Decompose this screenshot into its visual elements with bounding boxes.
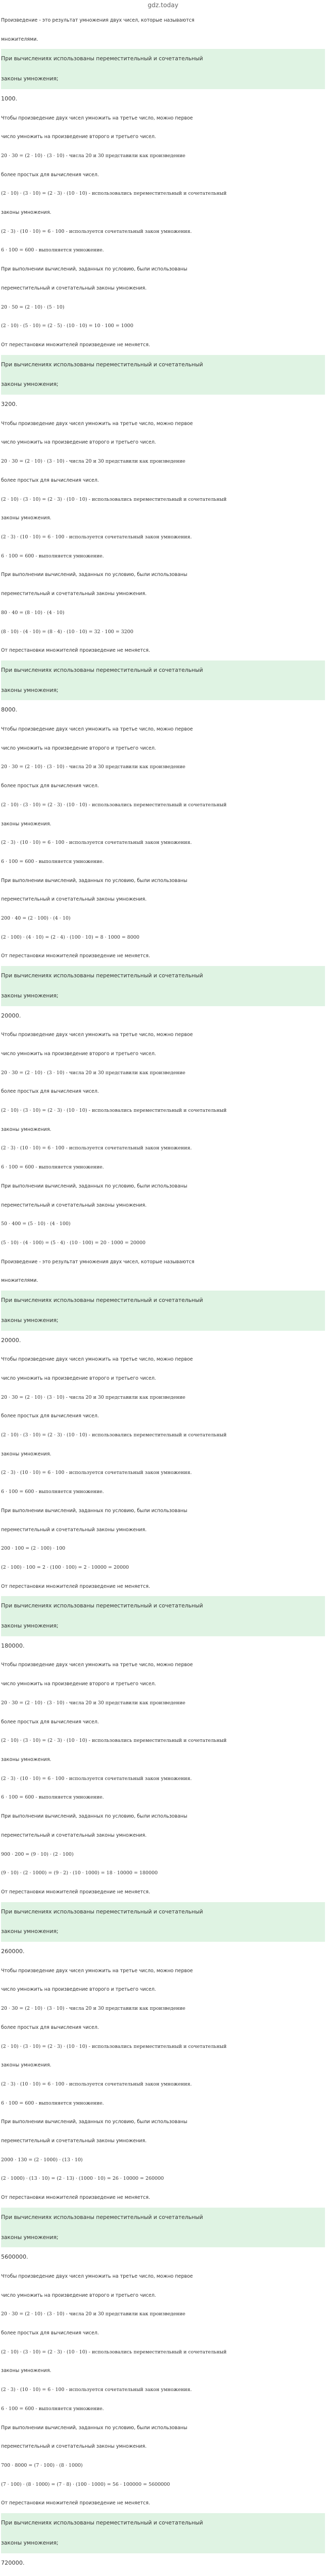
text-line: 50 · 400 = (5 · 10) · (4 · 100) (1, 1221, 71, 1227)
site-watermark[interactable]: gdz.today (148, 2, 178, 9)
text-line: законы умножения. (1, 1756, 52, 1762)
text-line: более простых для вычисления чисел. (1, 172, 99, 178)
text-line: При вычислениях использованы переместительный и сочетательный (1, 355, 325, 375)
text-line: (2 · 10) · (3 · 10) = (2 · 3) · (10 · 10) - использовались переместительный и сочетательный (1, 1432, 227, 1438)
text-line: При вычислениях использованы переместительный и сочетательный (1, 2208, 325, 2228)
text-line: При вычислениях использованы переместительный и сочетательный (1, 660, 325, 681)
text-line: При вычислениях использованы переместительный и сочетательный (1, 1902, 325, 1922)
text-line: 3200. (1, 401, 18, 408)
text-line: переместительный и сочетательный законы умножения. (1, 896, 147, 903)
text-line: 200 · 40 = (2 · 100) · (4 · 10) (1, 916, 71, 922)
text-line: Чтобы произведение двух чисел умножить на третье число, можно первое (1, 1968, 193, 1974)
text-line: Чтобы произведение двух чисел умножить на третье число, можно первое (1, 1357, 193, 1363)
text-line: Чтобы произведение двух чисел умножить на третье число, можно первое (1, 726, 193, 733)
text-line: число умножить на произведение второго и третьего чисел. (1, 134, 156, 140)
text-line: При выполнении вычислений, заданных по условию, были использованы (1, 2425, 188, 2431)
text-line: (2 · 3) · (10 · 10) = 6 · 100 - используется сочетательный закон умножения. (1, 534, 192, 540)
text-line: законы умножения. (1, 515, 52, 521)
text-line: более простых для вычисления чисел. (1, 783, 99, 789)
text-line: (2 · 3) · (10 · 10) = 6 · 100 - используется сочетательный закон умножения. (1, 1775, 192, 1782)
text-line: 6 · 100 = 600 - выполняется умножение. (1, 247, 104, 253)
text-line: 8000. (1, 706, 18, 714)
text-line: законы умножения. (1, 821, 52, 827)
text-line: Чтобы произведение двух чисел умножить на третье число, можно первое (1, 2273, 193, 2279)
text-line: (2 · 10) · (3 · 10) = (2 · 3) · (10 · 10) - использовались переместительный и сочетательный (1, 2043, 227, 2049)
text-line: 20 · 30 = (2 · 10) · (3 · 10) - числа 20 и 30 представили как произведение (1, 152, 186, 159)
text-line: законы умножения. (1, 210, 52, 216)
text-line: (2 · 100) · 100 = 2 · (100 · 100) = 2 · 10000 = 20000 (1, 1564, 129, 1570)
text-line: более простых для вычисления чисел. (1, 1413, 99, 1419)
text-line: 1000. (1, 95, 18, 102)
text-line: При выполнении вычислений, заданных по условию, были использованы (1, 877, 188, 884)
text-line: число умножить на произведение второго и третьего чисел. (1, 2292, 156, 2298)
text-line: 6 · 100 = 600 - выполняется умножение. (1, 2100, 104, 2106)
text-line: 20000. (1, 1336, 21, 1344)
text-line: число умножить на произведение второго и третьего чисел. (1, 439, 156, 446)
text-line: 6 · 100 = 600 - выполняется умножение. (1, 1489, 104, 1495)
text-line: При выполнении вычислений, заданных по условию, были использованы (1, 1814, 188, 1820)
text-line: (2 · 3) · (10 · 10) = 6 · 100 - используется сочетательный закон умножения. (1, 2081, 192, 2087)
text-line: 20 · 30 = (2 · 10) · (3 · 10) - числа 20 и 30 представили как произведение (1, 764, 186, 770)
text-line: законы умножения; (1, 986, 325, 1006)
text-line: (7 · 100) · (8 · 1000) = (7 · 8) · (100 · 1000) = 56 · 100000 = 5600000 (1, 2481, 170, 2487)
text-line: От перестановки множителей произведение не меняется. (1, 2500, 150, 2506)
text-line: От перестановки множителей произведение не меняется. (1, 648, 150, 654)
text-line: (2 · 100) · (4 · 10) = (2 · 4) · (100 · 10) = 8 · 1000 = 8000 (1, 934, 140, 940)
text-line: число умножить на произведение второго и третьего чисел. (1, 745, 156, 751)
text-line: 180000. (1, 1642, 25, 1649)
text-line: 20 · 30 = (2 · 10) · (3 · 10) - числа 20 и 30 представили как произведение (1, 459, 186, 465)
text-line: 2000 · 130 = (2 · 1000) · (13 · 10) (1, 2157, 83, 2163)
text-line: При вычислениях использованы переместительный и сочетательный (1, 49, 325, 69)
text-line: (2 · 10) · (3 · 10) = (2 · 3) · (10 · 10) - использовались переместительный и сочетательный (1, 802, 227, 808)
text-line: При вычислениях использованы переместительный и сочетательный (1, 966, 325, 986)
text-line: законы умножения. (1, 1451, 52, 1457)
text-line: Чтобы произведение двух чисел умножить на третье число, можно первое (1, 420, 193, 427)
text-line: (2 · 10) · (3 · 10) = (2 · 3) · (10 · 10) - использовались переместительный и сочетательный (1, 191, 227, 197)
text-line: законы умножения; (1, 1311, 325, 1331)
text-line: множителями. (1, 1278, 38, 1284)
text-line: более простых для вычисления чисел. (1, 2024, 99, 2030)
text-line: При выполнении вычислений, заданных по условию, были использованы (1, 1507, 188, 1514)
text-line: (2 · 10) · (3 · 10) = (2 · 3) · (10 · 10) - использовались переместительный и сочетательный (1, 1108, 227, 1114)
text-line: (2 · 1000) · (13 · 10) = (2 · 13) · (1000 · 10) = 26 · 10000 = 260000 (1, 2176, 164, 2182)
text-line: (2 · 10) · (3 · 10) = (2 · 3) · (10 · 10) - использовались переместительный и сочетательный (1, 496, 227, 502)
text-line: более простых для вычисления чисел. (1, 1719, 99, 1725)
text-line: законы умножения; (1, 1922, 325, 1942)
text-line: 6 · 100 = 600 - выполняется умножение. (1, 1794, 104, 1801)
text-line (1, 2573, 325, 2576)
text-line: При выполнении вычислений, заданных по условию, были использованы (1, 2119, 188, 2125)
text-line: При вычислениях использованы переместительный и сочетательный (1, 2513, 325, 2533)
text-line: законы умножения; (1, 1616, 325, 1636)
text-line: 20 · 30 = (2 · 10) · (3 · 10) - числа 20 и 30 представили как произведение (1, 1700, 186, 1706)
text-line: (8 · 10) · (4 · 10) = (8 · 4) · (10 · 10) = 32 · 100 = 3200 (1, 629, 134, 635)
text-line: При вычислениях использованы переместительный и сочетательный (1, 1596, 325, 1616)
text-line: 200 · 100 = (2 · 100) · 100 (1, 1546, 66, 1552)
text-line: 20 · 50 = (2 · 10) · (5 · 10) (1, 304, 64, 310)
text-line: 6 · 100 = 600 - выполняется умножение. (1, 553, 104, 559)
text-line: число умножить на произведение второго и третьего чисел. (1, 1050, 156, 1057)
text-line: Произведение - это результат умножения двух чисел, которые называются (1, 18, 194, 23)
text-line: От перестановки множителей произведение не меняется. (1, 2195, 150, 2201)
text-line: (9 · 10) · (2 · 1000) = (9 · 2) · (10 · 1000) = 18 · 10000 = 180000 (1, 1870, 158, 1876)
text-line: (2 · 3) · (10 · 10) = 6 · 100 - используется сочетательный закон умножения. (1, 1145, 192, 1151)
text-line: (2 · 3) · (10 · 10) = 6 · 100 - используется сочетательный закон умножения. (1, 228, 192, 234)
text-line: число умножить на произведение второго и третьего чисел. (1, 1987, 156, 1993)
text-line: (5 · 10) · (4 · 100) = (5 · 4) · (10 · 100) = 20 · 1000 = 20000 (1, 1240, 146, 1246)
text-line: законы умножения; (1, 2228, 325, 2248)
solution-text (0, 11, 326, 2576)
text-line: Чтобы произведение двух чисел умножить на третье число, можно первое (1, 115, 193, 121)
text-line: 80 · 40 = (8 · 10) · (4 · 10) (1, 609, 64, 616)
text-line: законы умножения; (1, 375, 325, 395)
text-line: От перестановки множителей произведение не меняется. (1, 1583, 150, 1589)
text-line: (2 · 10) · (5 · 10) = (2 · 5) · (10 · 10) = 10 · 100 = 1000 (1, 323, 134, 329)
text-line: переместительный и сочетательный законы умножения. (1, 2444, 147, 2450)
text-line: Чтобы произведение двух чисел умножить на третье число, можно первое (1, 1032, 193, 1038)
text-line: множителями. (1, 36, 38, 42)
text-line: переместительный и сочетательный законы умножения. (1, 591, 147, 597)
text-line: законы умножения. (1, 1126, 52, 1132)
text-line: переместительный и сочетательный законы умножения. (1, 2138, 147, 2144)
text-line: переместительный и сочетательный законы умножения. (1, 285, 147, 291)
text-line: (2 · 10) · (3 · 10) = (2 · 3) · (10 · 10) - использовались переместительный и сочетательный (1, 1738, 227, 1744)
text-line: более простых для вычисления чисел. (1, 2330, 99, 2336)
text-line: 20 · 30 = (2 · 10) · (3 · 10) - числа 20 и 30 представили как произведение (1, 1394, 186, 1400)
text-line: число умножить на произведение второго и третьего чисел. (1, 1375, 156, 1381)
text-line: законы умножения. (1, 2368, 52, 2374)
text-line: (2 · 3) · (10 · 10) = 6 · 100 - используется сочетательный закон умножения. (1, 1470, 192, 1476)
text-line: При выполнении вычислений, заданных по условию, были использованы (1, 266, 188, 273)
text-line: 700 · 8000 = (7 · 100) · (8 · 1000) (1, 2463, 83, 2468)
text-line: законы умножения; (1, 69, 325, 89)
text-line: 20 · 30 = (2 · 10) · (3 · 10) - числа 20 и 30 представили как произведение (1, 1070, 186, 1076)
text-line: число умножить на произведение второго и третьего чисел. (1, 1681, 156, 1687)
text-line: законы умножения; (1, 681, 325, 701)
text-line: 20 · 30 = (2 · 10) · (3 · 10) - числа 20 и 30 представили как произведение (1, 2006, 186, 2012)
text-line: 900 · 200 = (9 · 10) · (2 · 100) (1, 1851, 74, 1857)
text-line: 20 · 30 = (2 · 10) · (3 · 10) - числа 20 и 30 представили как произведение (1, 2311, 186, 2317)
text-line: законы умножения. (1, 2062, 52, 2069)
text-line: Чтобы произведение двух чисел умножить на третье число, можно первое (1, 1662, 193, 1668)
text-line: При выполнении вычислений, заданных по условию, были использованы (1, 1183, 188, 1189)
text-line: 6 · 100 = 600 - выполняется умножение. (1, 1164, 104, 1171)
text-line: законы умножения; (1, 2533, 325, 2553)
text-line: При вычислениях использованы переместительный и сочетательный (1, 1291, 325, 1311)
text-line: переместительный и сочетательный законы умножения. (1, 1832, 147, 1838)
text-line: 720000. (1, 2559, 25, 2566)
text-line: От перестановки множителей произведение не меняется. (1, 1889, 150, 1895)
text-line: Произведение - это результат умножения двух чисел, которые называются (1, 1259, 194, 1265)
text-line: 6 · 100 = 600 - выполняется умножение. (1, 858, 104, 865)
text-line: более простых для вычисления чисел. (1, 1089, 99, 1095)
text-line: От перестановки множителей произведение не меняется. (1, 342, 150, 348)
text-line: При выполнении вычислений, заданных по условию, были использованы (1, 572, 188, 578)
text-line: более простых для вычисления чисел. (1, 477, 99, 483)
text-line: 20000. (1, 1012, 21, 1019)
text-line: (2 · 10) · (3 · 10) = (2 · 3) · (10 · 10) - использовались переместительный и сочетательный (1, 2349, 227, 2355)
text-line: переместительный и сочетательный законы умножения. (1, 1202, 147, 1208)
text-line: 260000. (1, 1948, 25, 1955)
text-line: (2 · 3) · (10 · 10) = 6 · 100 - используется сочетательный закон умножения. (1, 840, 192, 846)
text-line: От перестановки множителей произведение не меняется. (1, 953, 150, 959)
text-line: 6 · 100 = 600 - выполняется умножение. (1, 2405, 104, 2412)
text-line: 5600000. (1, 2253, 28, 2261)
text-line: переместительный и сочетательный законы умножения. (1, 1527, 147, 1533)
text-line: (2 · 3) · (10 · 10) = 6 · 100 - используется сочетательный закон умножения. (1, 2387, 192, 2393)
